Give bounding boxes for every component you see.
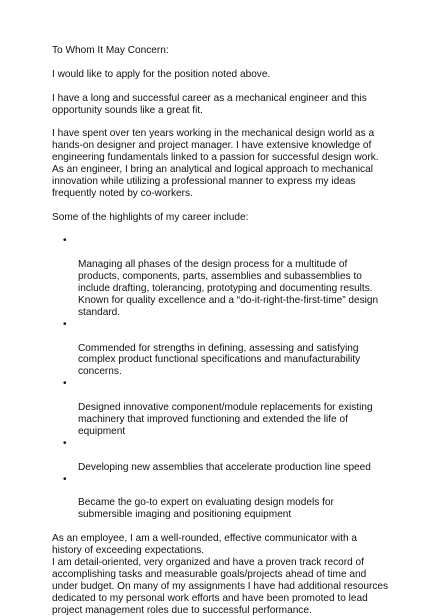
letter-paragraph-5: I am detail-oriented, very organized and have a proven track record of accomplishing tasks and measurable goals/projects ahead of time and under budget. On many of my assignments I have had additional resources dedicated to my personal work efforts and have been promoted to lead project management roles due to successful performance. [52,556,389,616]
highlights-list [52,235,392,521]
list-item-text: Became the go-to expert on evaluating design models for submersible imaging and positioning equipment [78,497,334,521]
letter-paragraph-2: I have a long and successful career as a mechanical engineer and this opportunity sounds like a great fit. [52,92,367,116]
list-item [52,319,392,379]
bullet-icon: • [63,473,67,485]
letter-paragraph-3: I have spent over ten years working in the mechanical design world as a hands-on designer and project manager. I have extensive knowledge of engineering fundamentals linked to a passion for successful design work. As an engineer, I bring an analytical and logical approach to mechanical innovation while utilizing a professional manner to express my ideas frequently noted by co-workers. [52,128,379,199]
list-item-text: Commended for strengths in defining, assessing and satisfying complex product functional specifications and manufacturability concerns. [78,342,361,378]
highlights-intro: Some of the highlights of my career include: [52,211,249,223]
list-item-text: Developing new assemblies that accelerate production line speed [78,461,371,473]
letter-paragraph-4: As an employee, I am a well-rounded, effective communicator with a history of exceeding expectations. [52,533,358,556]
list-item [52,378,392,438]
bullet-icon: • [63,437,67,449]
bullet-icon: • [63,235,67,247]
list-item [52,438,392,474]
list-item-text: Managing all phases of the design process for a multitude of products, components, parts, assemblies and subassemblies to include drafting, tolerancing, prototyping and documenting results. Known for quality excellence and a “do-it-right-the-first-time” design standard. [78,259,379,318]
bullet-icon: • [63,318,67,330]
bullet-icon: • [63,378,67,390]
letter-greeting: To Whom It May Concern: [52,45,169,56]
list-item [52,474,392,522]
list-item-text: Designed innovative component/module replacements for existing machinery that improved functioning and extended the life of equipment [78,402,373,437]
letter-paragraph-1: I would like to apply for the position noted above. [52,68,271,80]
letter-body [52,45,392,616]
list-item [52,235,392,318]
